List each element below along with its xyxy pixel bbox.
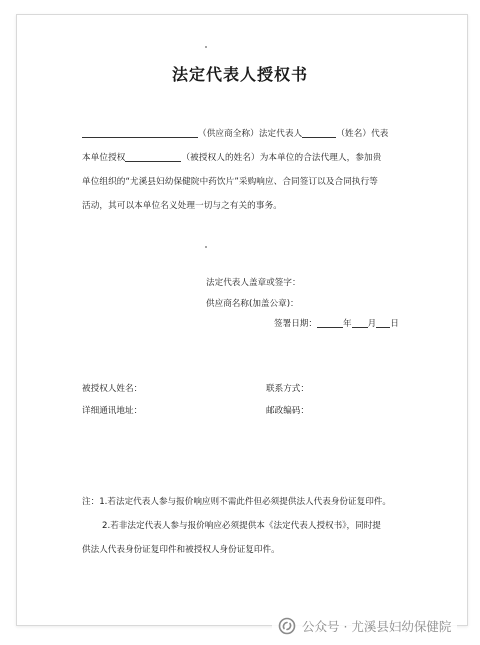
- authorization-paragraph: [82, 122, 408, 218]
- paragraph-line: 活动，其可以本单位名义处理一切与之有关的事务。: [82, 201, 282, 211]
- postcode-label: 邮政编码：: [266, 406, 309, 416]
- paragraph-line: 单位组织的“尤溪县妇幼保健院中药饮片”采购响应、合同签订以及合同执行等: [82, 177, 378, 187]
- watermark-text: 公众号 · 尤溪县妇幼保健院: [302, 619, 452, 634]
- legal-rep-name-blank: [302, 127, 336, 138]
- document-title: 法定代表人授权书: [171, 65, 308, 84]
- page-mark: [205, 46, 207, 48]
- note-1: 注：1.若法定代表人参与报价响应则不需此件但必须提供法人代表身份证复印件。: [82, 497, 391, 507]
- authorized-person-blank: [125, 151, 181, 162]
- note-2-line-2: 供法人代表身份证复印件和被授权人身份证复印件。: [82, 545, 280, 555]
- day-blank: [376, 317, 390, 328]
- sign-date: 签署日期： 年 月 日: [274, 319, 399, 329]
- year-blank: [317, 317, 343, 328]
- address-label: 详细通讯地址：: [82, 406, 143, 416]
- page-mark: [205, 246, 207, 248]
- supplier-name-blank: [82, 127, 198, 138]
- legal-rep-signature-label: 法定代表人盖章或签字：: [206, 278, 301, 288]
- supplier-seal-label: 供应商名称(加盖公章)：: [206, 299, 299, 309]
- contact-label: 联系方式：: [266, 384, 309, 394]
- month-blank: [352, 317, 368, 328]
- watermark: [272, 615, 457, 637]
- paragraph-line: 本单位授权 （被授权人的姓名）为本单位的合法代理人，参加贵: [82, 153, 382, 163]
- paragraph-line: （供应商全称）法定代表人 （姓名）代表: [82, 122, 408, 146]
- authorized-name-label: 被授权人姓名：: [82, 384, 143, 394]
- note-2-line-1: 2.若非法定代表人参与报价响应必须提供本《法定代表人授权书》，同时提: [102, 521, 381, 531]
- wechat-official-account-icon: [278, 617, 296, 635]
